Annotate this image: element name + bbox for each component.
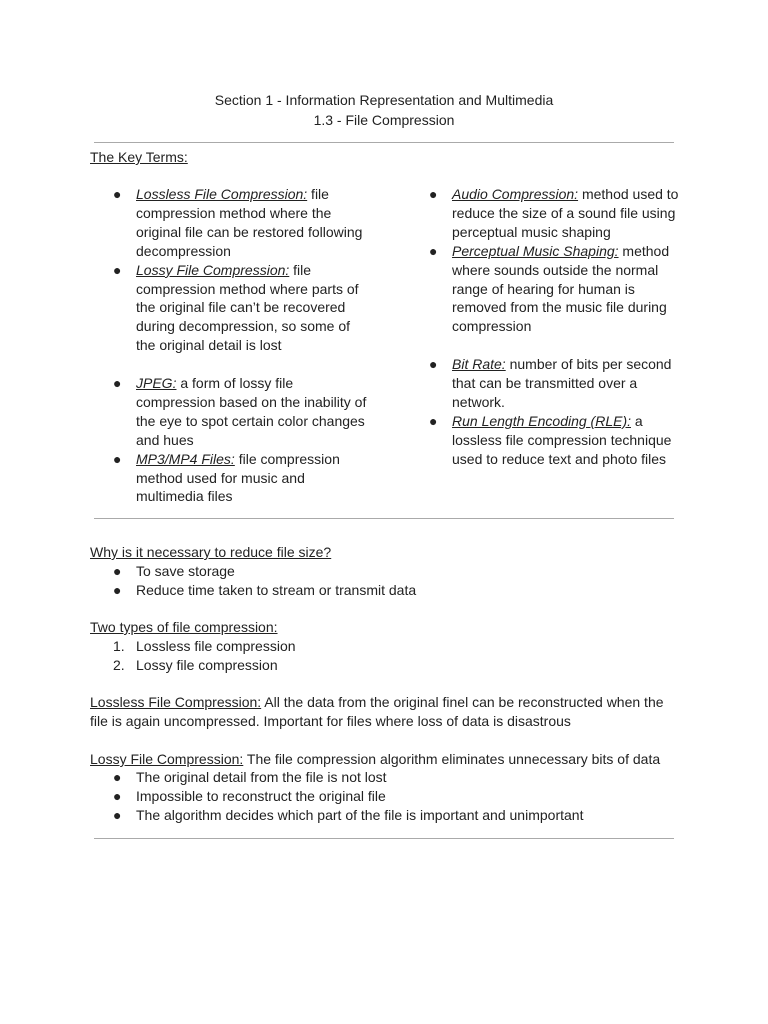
lossless-label: Lossless File Compression: <box>90 694 262 710</box>
list-item <box>91 656 691 675</box>
bullet-icon: ● <box>113 375 122 392</box>
list-item-text: The original detail from the file is not lost <box>136 769 387 785</box>
term-definition: a lossless file compression technique used to reduce text and photo files <box>452 412 672 467</box>
list-item <box>91 806 691 825</box>
list-item <box>91 562 691 581</box>
subsection-title: 1.3 - File Compression <box>313 111 455 128</box>
key-terms-right-list <box>407 185 685 469</box>
bullet-icon: ● <box>429 412 438 429</box>
list-item-text: Impossible to reconstruct the original file <box>136 788 386 804</box>
types-list <box>91 637 691 675</box>
list-item <box>91 185 371 261</box>
list-item <box>91 637 691 656</box>
bullet-icon: ● <box>113 261 122 278</box>
term-label: MP3/MP4 Files: <box>136 450 235 467</box>
bullet-icon: ● <box>113 563 122 579</box>
lossless-text: All the data from the original finel can be reconstructed when the file is again uncompressed. Important for files where loss of data is disastrous <box>90 694 664 729</box>
term-definition: method used to reduce the size of a sound file using perceptual music shaping <box>452 186 679 240</box>
list-item <box>407 412 685 469</box>
bullet-icon: ● <box>429 186 438 202</box>
term-label: Perceptual Music Shaping: <box>452 242 619 259</box>
term-definition: file compression method where parts of the original file can’t be recovered during decompression, so some of the original detail is lost <box>136 261 359 354</box>
bullet-icon: ● <box>113 582 122 598</box>
document-header <box>0 91 768 130</box>
lossless-paragraph <box>90 693 675 731</box>
key-terms-heading: The Key Terms: <box>90 149 188 165</box>
list-item <box>407 242 685 337</box>
lossy-text: The file compression algorithm eliminates unnecessary bits of data <box>243 751 661 767</box>
list-item <box>91 787 691 806</box>
section-title: Section 1 - Information Representation and Multimedia <box>214 92 554 108</box>
types-heading: Two types of file compression: <box>90 619 278 635</box>
term-label: Lossless File Compression: <box>136 186 308 202</box>
why-heading: Why is it necessary to reduce file size? <box>90 544 332 560</box>
why-list <box>91 562 691 600</box>
list-item <box>91 261 371 356</box>
bullet-icon: ● <box>113 807 122 823</box>
list-item-text: To save storage <box>136 563 235 579</box>
bullet-icon: ● <box>429 242 438 259</box>
bullet-icon: ● <box>113 769 122 785</box>
list-number: 2. <box>113 657 125 673</box>
bullet-icon: ● <box>113 186 122 202</box>
list-item <box>407 355 685 412</box>
lossy-list <box>91 768 691 825</box>
divider <box>94 838 674 839</box>
list-item-text: Lossy file compression <box>136 657 278 673</box>
divider <box>94 518 674 519</box>
term-definition: file compression method used for music and multimedia files <box>136 450 340 505</box>
bullet-icon: ● <box>113 450 122 467</box>
term-label: Run Length Encoding (RLE): <box>452 412 631 429</box>
key-terms-left-list <box>91 185 371 506</box>
term-label: Bit Rate: <box>452 356 506 373</box>
list-item <box>91 374 371 450</box>
term-label: Audio Compression: <box>452 186 579 202</box>
list-item <box>91 450 371 507</box>
list-item-text: The algorithm decides which part of the file is important and unimportant <box>136 807 584 823</box>
term-label: Lossy File Compression: <box>136 261 290 278</box>
list-item <box>407 185 685 242</box>
lossy-paragraph <box>90 750 690 769</box>
term-label: JPEG: <box>136 375 177 392</box>
list-item-text: Lossless file compression <box>136 638 296 654</box>
term-definition: file compression method where the original file can be restored following decompression <box>136 186 363 259</box>
term-definition: a form of lossy file compression based on the inability of the eye to spot certain color changes and hues <box>136 375 367 448</box>
list-item <box>91 581 691 600</box>
list-item-text: Reduce time taken to stream or transmit data <box>136 582 417 598</box>
bullet-icon: ● <box>429 356 438 373</box>
term-definition: number of bits per second that can be transmitted over a network. <box>452 356 672 410</box>
list-item <box>91 768 691 787</box>
divider <box>94 142 674 143</box>
lossy-label: Lossy File Compression: <box>90 751 244 767</box>
term-definition: method where sounds outside the normal range of hearing for human is removed from the music file during compression <box>452 242 670 335</box>
list-number: 1. <box>113 638 125 654</box>
bullet-icon: ● <box>113 788 122 804</box>
